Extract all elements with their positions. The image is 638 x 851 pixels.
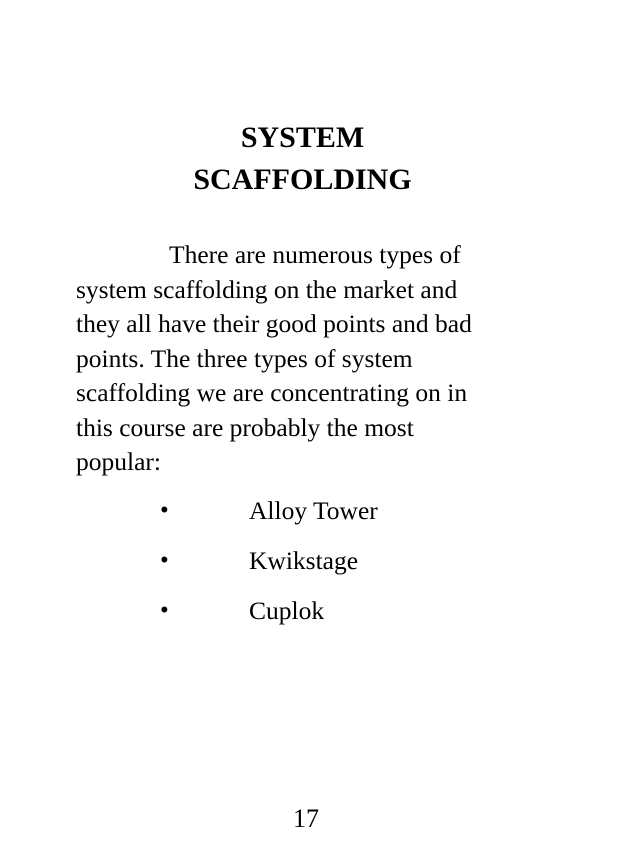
paragraph-line: scaffolding we are concentrating on in: [76, 378, 468, 407]
bullet-icon: •: [160, 597, 169, 624]
list-item: [0, 594, 638, 644]
list-item: [0, 494, 638, 544]
scaffolding-types-list: [0, 494, 638, 644]
body-paragraph: [76, 238, 546, 480]
list-item-label: Alloy Tower: [249, 496, 378, 525]
paragraph-line: points. The three types of system: [76, 343, 413, 373]
paragraph-line: popular:: [76, 447, 161, 476]
bullet-icon: •: [160, 547, 169, 574]
paragraph-line: system scaffolding on the market and: [76, 274, 458, 304]
list-item: [0, 544, 638, 594]
page-number: 17: [293, 804, 319, 833]
list-item-label: Cuplok: [249, 596, 325, 625]
paragraph-line: There are numerous types of: [169, 240, 461, 269]
page-title-line-1: SYSTEM: [240, 121, 365, 154]
bullet-icon: •: [160, 497, 169, 524]
paragraph-line: they all have their good points and bad: [76, 309, 472, 338]
list-item-label: Kwikstage: [249, 546, 359, 575]
paragraph-line: this course are probably the most: [76, 412, 414, 442]
page-title-line-2: SCAFFOLDING: [193, 163, 412, 196]
